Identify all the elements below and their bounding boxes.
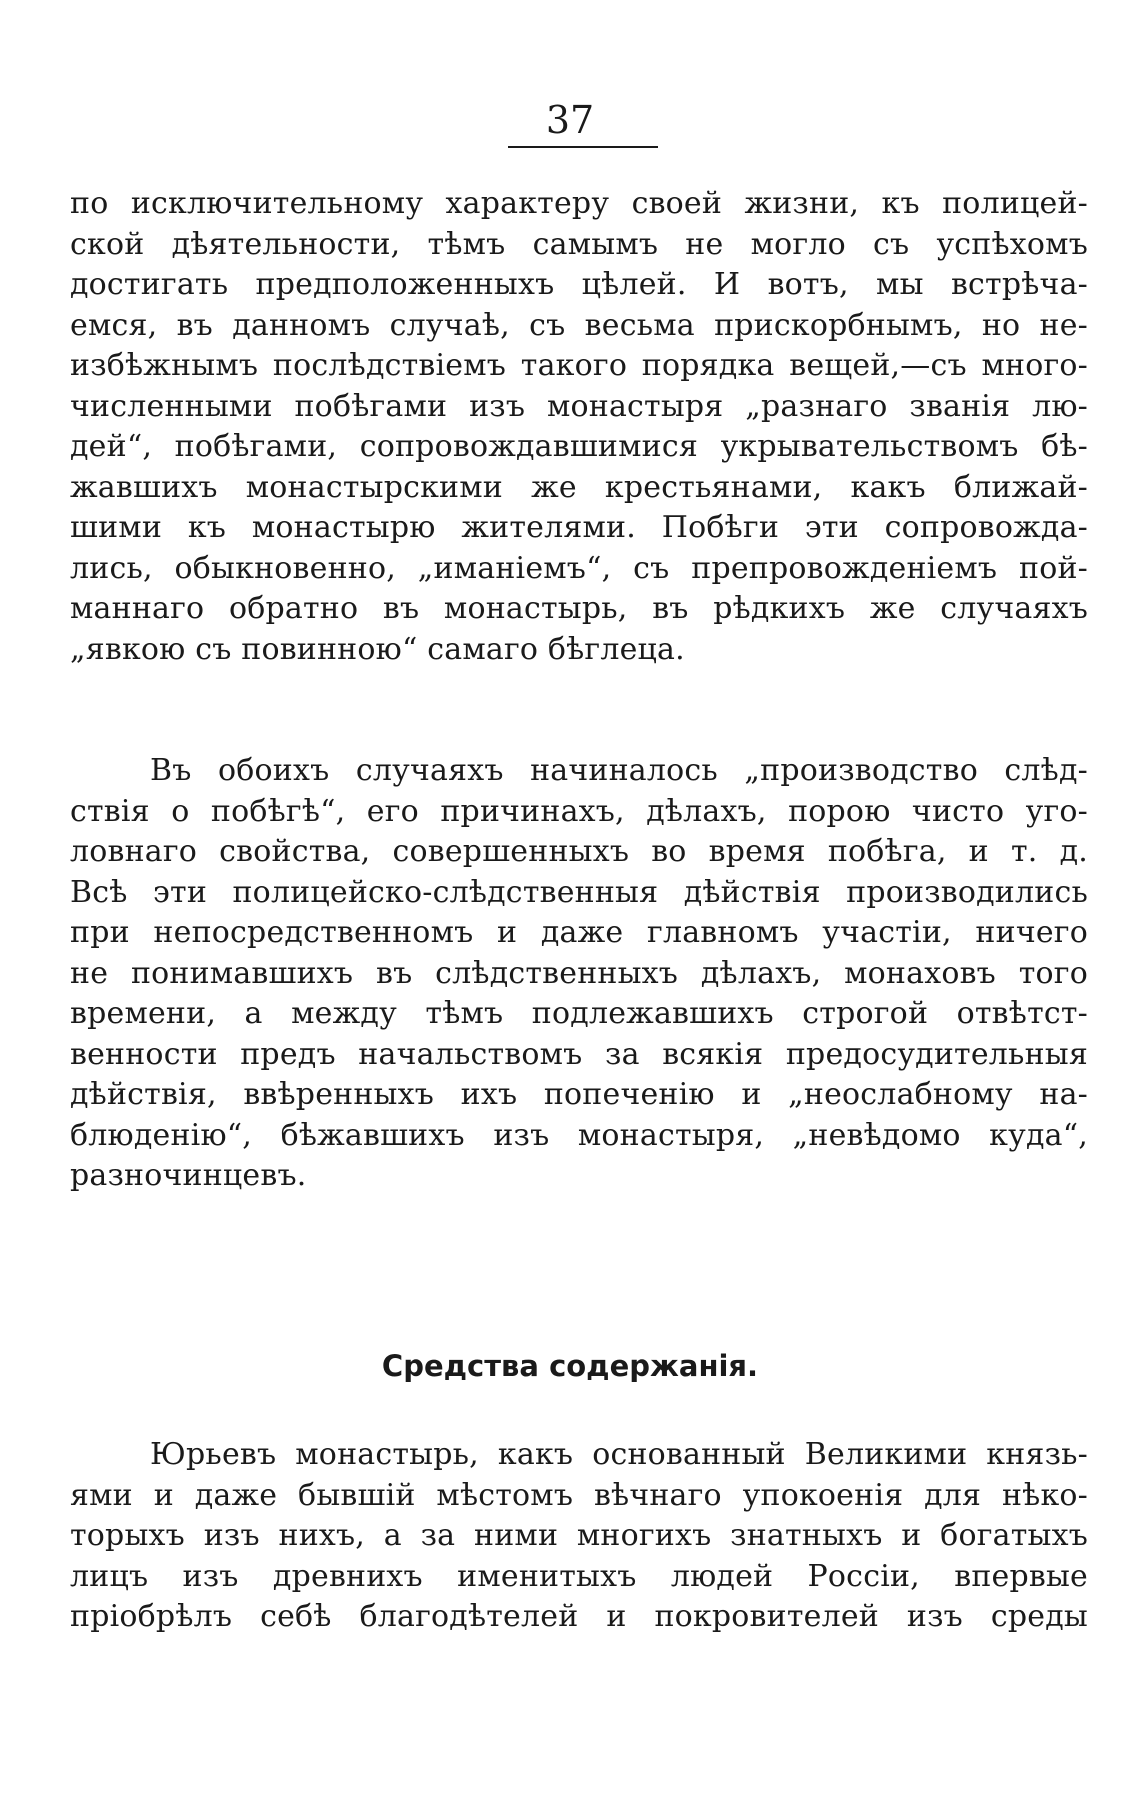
text-line: жавшихъ монастырскими же крестьянами, какъ ближай-: [70, 469, 1088, 505]
text-line: не понимавшихъ въ слѣдственныхъ дѣлахъ, монаховъ того: [70, 955, 1088, 991]
section-heading: Средства содержанія.: [381, 1349, 759, 1383]
text-line: численными побѣгами изъ монастыря „разнаго званія лю-: [70, 388, 1088, 424]
text-line: блюденію“, бѣжавшихъ изъ монастыря, „невѣдомо куда“,: [70, 1117, 1088, 1153]
text-line: при непосредственномъ и даже главномъ участіи, ничего: [70, 915, 1088, 950]
text-line: ловнаго свойства, совершенныхъ во время побѣга, и т. д.: [70, 834, 1088, 869]
text-line: Всѣ эти полицейско-слѣдственныя дѣйствія производились: [70, 874, 1088, 910]
text-line: достигать предположенныхъ цѣлей. И вотъ, мы встрѣча-: [70, 267, 1088, 302]
paragraph-2: [70, 751, 1088, 1197]
page-number-rule: [508, 146, 658, 148]
text-line: времени, а между тѣмъ подлежавшихъ строгой отвѣтст-: [70, 996, 1088, 1031]
text-line: ствія о побѣгѣ“, его причинахъ, дѣлахъ, порою чисто уго-: [70, 793, 1088, 829]
text-line: Юрьевъ монастырь, какъ основанный Великими князь-: [150, 1437, 1088, 1472]
text-line: венности предъ начальствомъ за всякія предосудительныя: [70, 1036, 1088, 1072]
text-line: дей“, побѣгами, сопровождавшимися укрывательствомъ бѣ-: [70, 429, 1088, 464]
paragraph-3: [70, 1435, 1088, 1638]
text-line: лись, обыкновенно, „иманіемъ“, съ препровожденіемъ пой-: [70, 550, 1088, 586]
text-line: „явкою съ повинною“ самаго бѣглеца.: [70, 631, 685, 667]
text-line: лицъ изъ древнихъ именитыхъ людей Россіи, впервые: [70, 1558, 1088, 1594]
text-line: торыхъ изъ нихъ, а за ними многихъ знатныхъ и богатыхъ: [70, 1518, 1088, 1553]
text-line: пріобрѣлъ себѣ благодѣтелей и покровителей изъ среды: [70, 1599, 1088, 1634]
text-line: маннаго обратно въ монастырь, въ рѣдкихъ же случаяхъ: [70, 591, 1088, 626]
text-line: избѣжнымъ послѣдствіемъ такого порядка вещей,—съ много-: [70, 348, 1088, 383]
text-line: емся, въ данномъ случаѣ, съ весьма прискорбнымъ, но не-: [70, 307, 1088, 343]
paragraph-1: [70, 184, 1088, 670]
text-line: по исключительному характеру своей жизни, къ полицей-: [70, 186, 1088, 221]
text-line: Въ обоихъ случаяхъ начиналось „производство слѣд-: [150, 753, 1088, 788]
text-line: разночинцевъ.: [70, 1158, 307, 1193]
page-number: 37: [545, 98, 595, 142]
text-line: шими къ монастырю жителями. Побѣги эти сопровожда-: [70, 510, 1088, 545]
text-line: ями и даже бывшій мѣстомъ вѣчнаго упокоенія для нѣко-: [70, 1477, 1088, 1513]
text-line: ской дѣятельности, тѣмъ самымъ не могло съ успѣхомъ: [70, 226, 1088, 262]
text-line: дѣйствія, ввѣренныхъ ихъ попеченію и „неослабному на-: [70, 1077, 1088, 1112]
